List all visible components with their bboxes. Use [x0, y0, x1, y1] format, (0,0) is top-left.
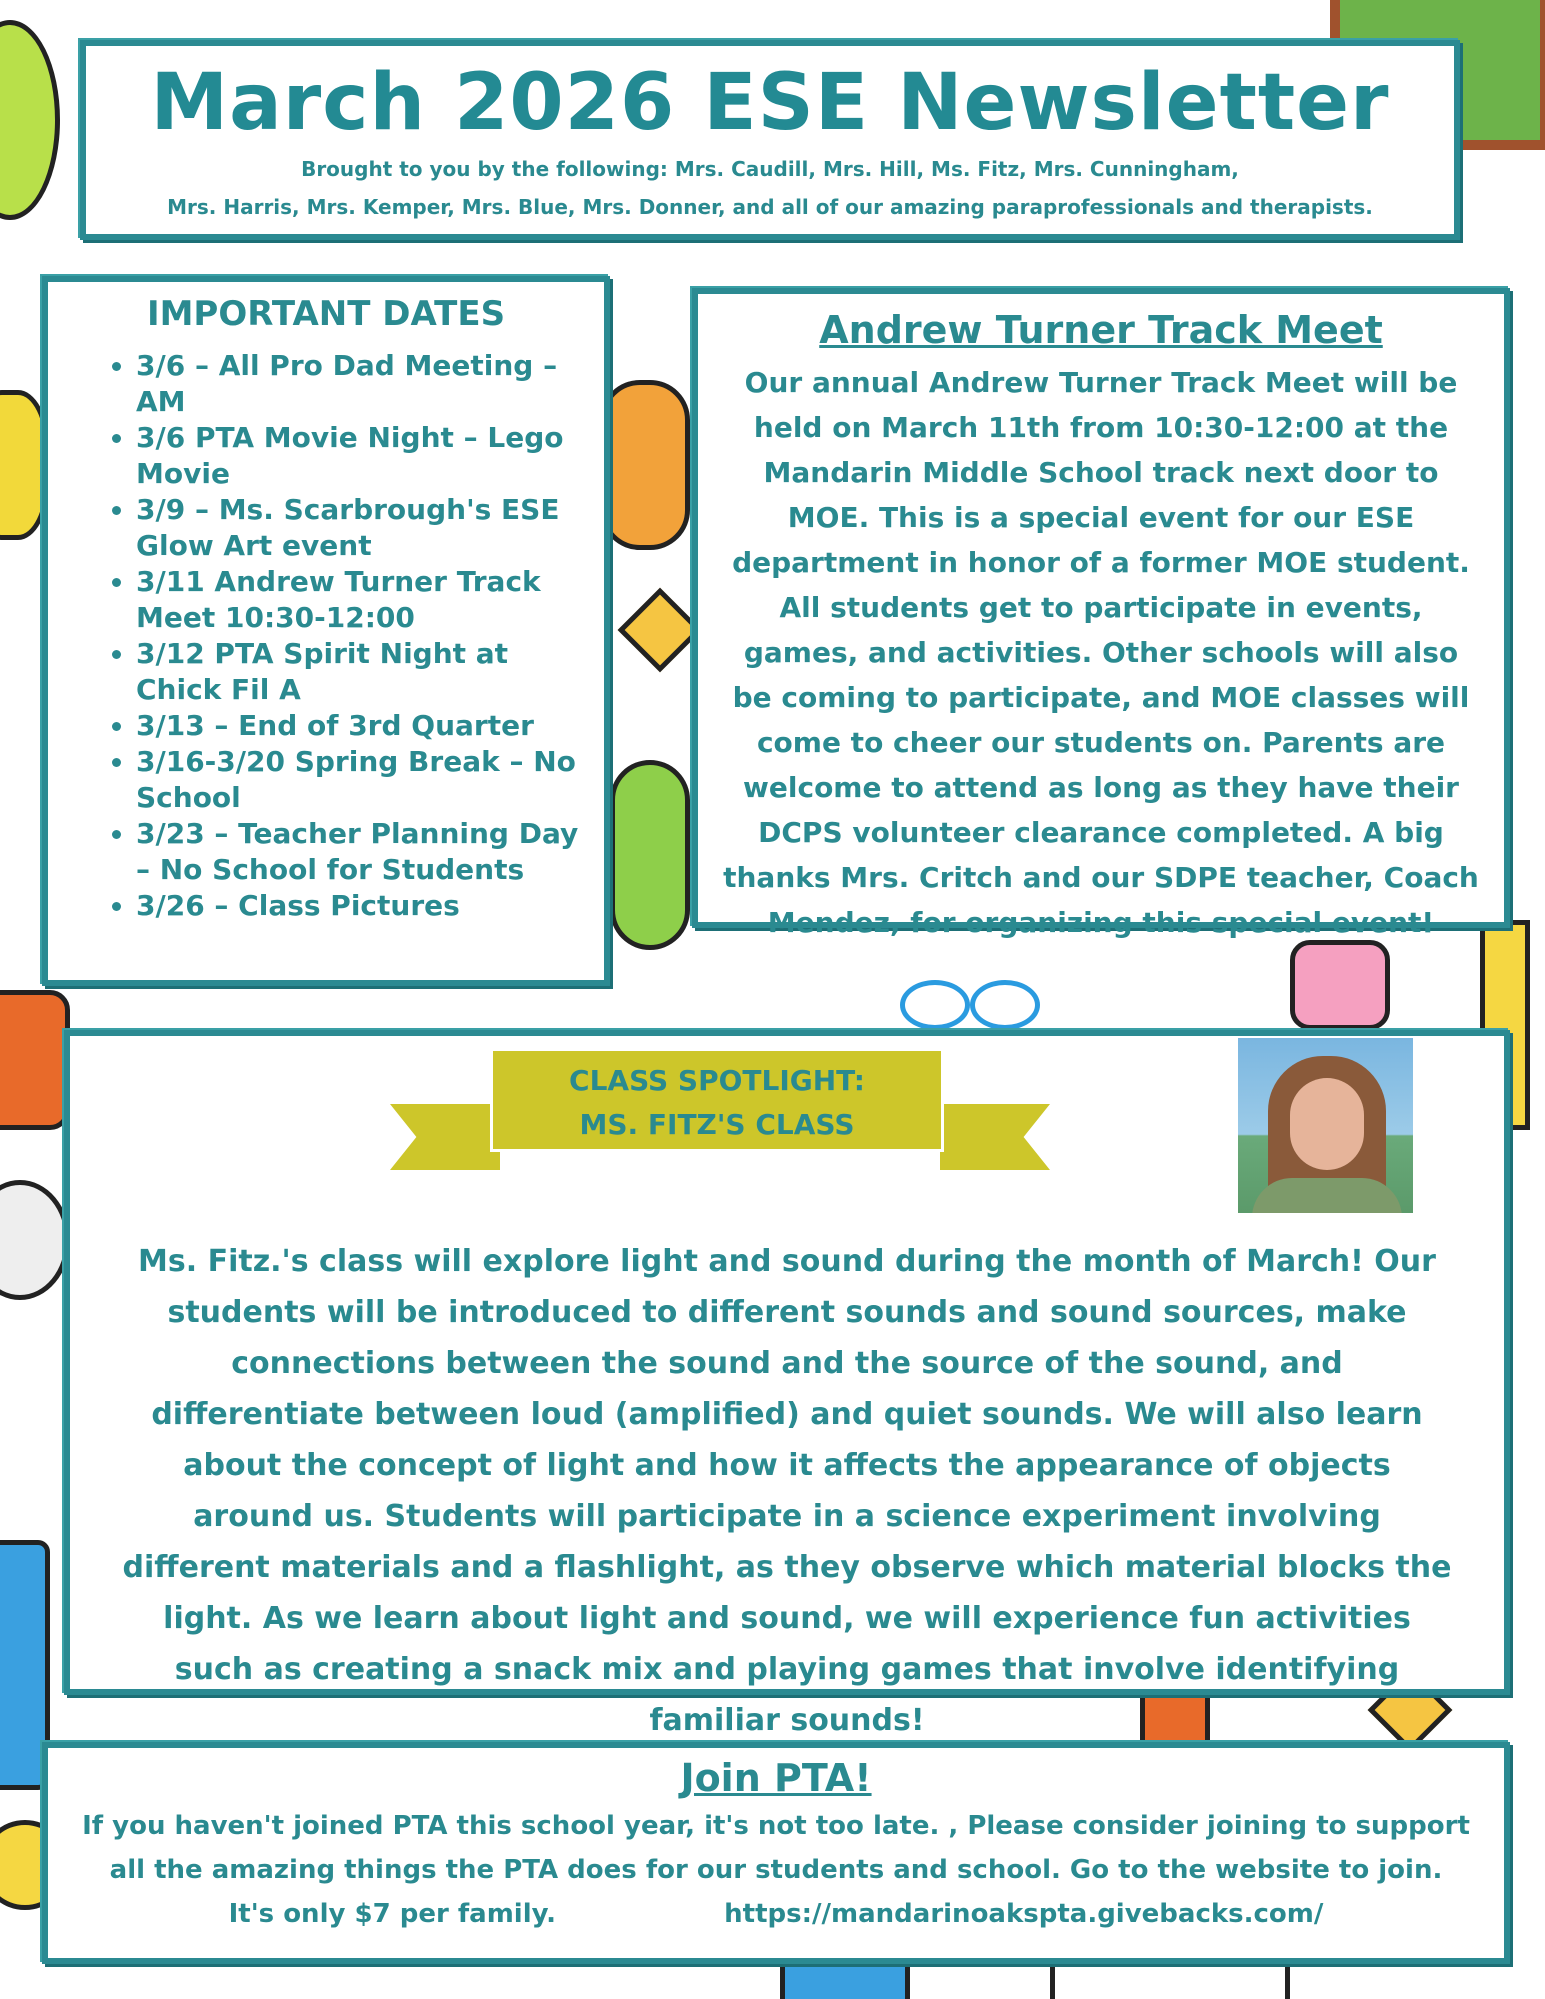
pta-line-1: If you haven't joined PTA this school year, it's not too late. , Please consider joining to support: [82, 1811, 1470, 1841]
spotlight-body: Ms. Fitz.'s class will explore light and sound during the month of March! Our students will be introduced to different sounds and sound sources, make connections between the sound and the source of the sound, and differentiate between loud (amplified) and quiet sounds. We will also learn about the concept of light and how it affects the appearance of objects around us. Students will participate in a science experiment involving different materials and a flashlight, as they observe which material blocks the light. As we learn about light and sound, we will experience fun activities such as creating a snack mix and playing games that involve identifying familiar sounds!: [122, 1244, 1452, 1738]
ruler-doodle: [1050, 1960, 1290, 1999]
star-doodle: [618, 588, 703, 673]
palette-doodle: [0, 1180, 70, 1300]
mug-doodle: [610, 760, 690, 950]
important-dates-title: IMPORTANT DATES: [146, 294, 506, 334]
ribbon-label: [490, 1048, 944, 1152]
date-item: • 3/26 – Class Pictures: [136, 888, 582, 924]
glasses-doodle-2: [970, 980, 1040, 1030]
important-dates-box: [42, 276, 610, 986]
teacher-photo: [1238, 1038, 1413, 1213]
globe-doodle: [0, 20, 60, 220]
ribbon-right-wing: [940, 1104, 1050, 1170]
track-meet-box: [692, 288, 1510, 939]
pta-line-2: all the amazing things the PTA does for our students and school. Go to the website to join.: [109, 1855, 1443, 1885]
date-item: • 3/6 PTA Movie Night – Lego Movie: [136, 420, 582, 492]
newsletter-title: March 2026 ESE Newsletter: [150, 58, 1390, 148]
track-meet-title: Andrew Turner Track Meet: [819, 308, 1383, 352]
ribbon-left-wing: [390, 1104, 500, 1170]
track-meet-body: Our annual Andrew Turner Track Meet will be held on March 11th from 10:30-12:00 at the Mandarin Middle School track next door to MOE. This is a special event for our ESE department in honor of a former MOE student. All students get to participate in events, games, and activities. Other schools will also be coming to participate, and MOE classes will come to cheer our students on. Parents are welcome to attend as long as they have their DCPS volunteer clearance completed. A big thanks Mrs. Critch and our SDPE teacher, Coach Mendez, for organizing this special event!: [723, 366, 1479, 939]
date-item: • 3/16-3/20 Spring Break – No School: [136, 744, 582, 816]
date-item: • 3/23 – Teacher Planning Day – No School for Students: [136, 816, 582, 888]
spotlight-banner-line-2: MS. FITZ'S CLASS: [579, 1108, 855, 1141]
date-item: • 3/12 PTA Spirit Night at Chick Fil A: [136, 636, 582, 708]
ribbon-doodle: [780, 1960, 910, 1999]
date-item: • 3/9 – Ms. Scarbrough's ESE Glow Art event: [136, 492, 582, 564]
pta-line-3: [48, 1892, 1504, 1936]
byline-line-1: Brought to you by the following: Mrs. Caudill, Mrs. Hill, Ms. Fitz, Mrs. Cunningham,: [301, 157, 1239, 181]
date-item: • 3/13 – End of 3rd Quarter: [136, 708, 582, 744]
byline-line-2: Mrs. Harris, Mrs. Kemper, Mrs. Blue, Mrs. Donner, and all of our amazing paraprofessionals and therapists.: [167, 195, 1373, 219]
date-item: • 3/11 Andrew Turner Track Meet 10:30-12:00: [136, 564, 582, 636]
important-dates-list: [48, 348, 604, 924]
teacher-shirt: [1252, 1178, 1402, 1213]
spotlight-banner: [390, 1048, 1050, 1183]
date-item: • 3/6 – All Pro Dad Meeting – AM: [136, 348, 582, 420]
pizza-doodle: [600, 380, 690, 550]
spotlight-banner-line-1: CLASS SPOTLIGHT:: [569, 1064, 865, 1097]
teacher-face: [1290, 1078, 1364, 1170]
letter-b-doodle: [1290, 940, 1390, 1030]
backpack-doodle: [0, 990, 70, 1130]
pta-website-link[interactable]: https://mandarinoakspta.givebacks.com/: [724, 1899, 1324, 1929]
join-pta-title: Join PTA!: [680, 1756, 872, 1800]
header-box: [80, 40, 1460, 240]
glasses-doodle: [900, 980, 970, 1030]
pta-cost: It's only $7 per family.: [228, 1899, 557, 1929]
join-pta-box: [42, 1742, 1510, 1964]
